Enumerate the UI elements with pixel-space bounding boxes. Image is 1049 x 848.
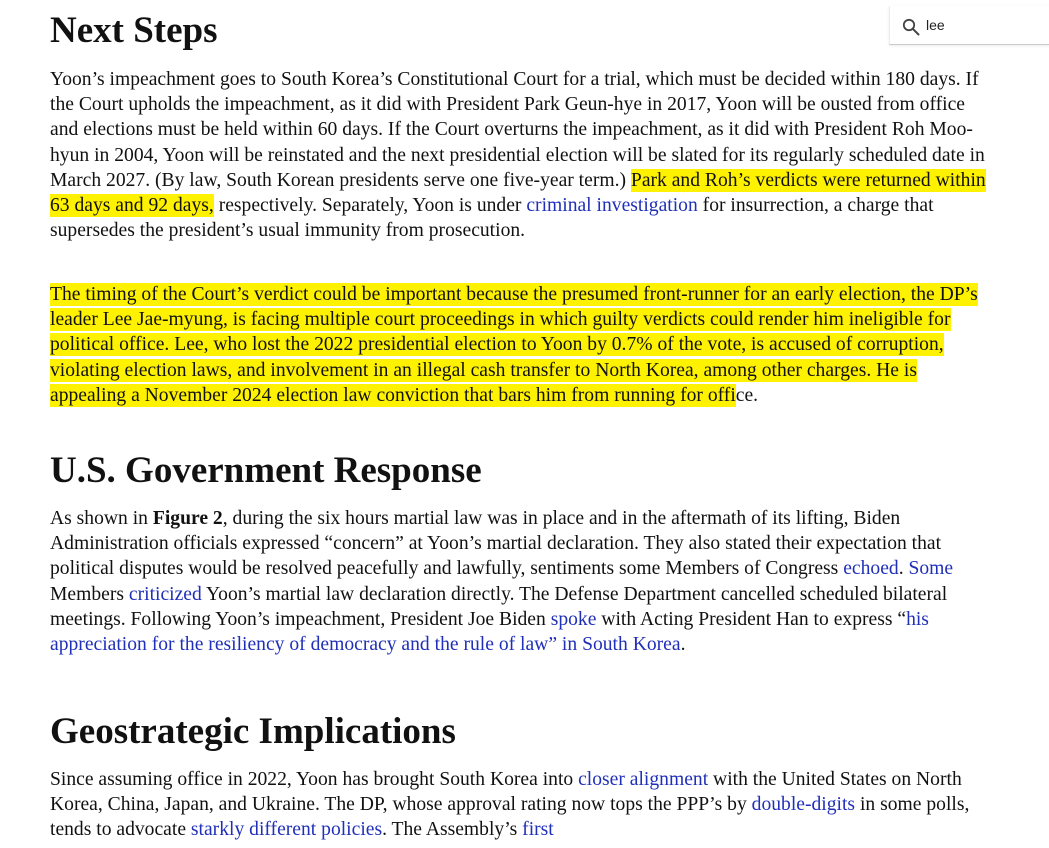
text-span: .	[898, 558, 909, 580]
figure-reference: Figure 2	[152, 508, 223, 529]
text-span: Members	[50, 583, 129, 605]
paragraph-next-steps-2	[50, 282, 995, 408]
find-in-page-box	[889, 6, 1049, 45]
highlighted-text: Park and Roh’s verdicts were returned within 63 days and 92 days,	[50, 169, 986, 217]
link-appreciation-quote[interactable]: his appreciation for the resiliency of democracy and the rule of law” in South Korea	[50, 608, 929, 656]
text-span: .	[680, 634, 686, 656]
heading-geostrategic-implications: Geostrategic Implications	[50, 711, 456, 752]
text-span: in some polls, tends to advocate	[50, 794, 970, 841]
link-double-digits[interactable]: double-digits	[751, 794, 856, 816]
text-span: ce.	[735, 384, 759, 406]
text-span: . The Assembly’s	[382, 819, 523, 841]
text-span: with Acting President Han to express “	[596, 608, 907, 630]
highlighted-text: The timing of the Court’s verdict could be important because the presumed front-runner for an early election, the DP’s leader Lee Jae-myung, is facing multiple court proceedings in which guilty verdicts could render him ineligible for political office. Lee, who lost the 2022 presidential election to Yoon by 0.7% of the vote, is accused of corruption, violating election laws, and involvement in an illegal cash transfer to North Korea, among other charges. He is appealing a November 2024 election law conviction that bars him from running for offi	[50, 284, 978, 406]
text-span: respectively. Separately, Yoon is under	[213, 195, 527, 217]
paragraph-geostrategic	[50, 767, 995, 843]
heading-next-steps: Next Steps	[50, 10, 218, 51]
paragraph-us-response	[50, 506, 995, 657]
link-starkly-different-policies[interactable]: starkly different policies	[190, 819, 383, 841]
text-span: with the United States on North Korea, China, Japan, and Ukraine. The DP, whose approval rating now tops the PPP’s by	[50, 769, 962, 816]
paragraph-next-steps-1	[50, 67, 995, 243]
search-input[interactable]	[926, 15, 1044, 35]
text-span: for insurrection, a charge that supersedes the president’s usual immunity from prosecution.	[50, 195, 934, 242]
link-criminal-investigation[interactable]: criminal investigation	[526, 195, 698, 217]
link-closer-alignment[interactable]: closer alignment	[578, 769, 709, 790]
link-some[interactable]: Some	[908, 558, 954, 580]
heading-us-government-response: U.S. Government Response	[50, 450, 482, 491]
link-spoke[interactable]: spoke	[550, 608, 597, 630]
text-span: , during the six hours martial law was in place and in the aftermath of its lifting, Biden Administration officials expressed “concern” at Yoon’s martial declaration. They also stated their expectation that political disputes would be resolved peacefully and lawfully, sentiments some Members of Congress	[50, 508, 942, 580]
link-first[interactable]: first	[522, 819, 554, 841]
search-icon	[902, 18, 920, 36]
text-span: Since assuming office in 2022, Yoon has brought South Korea into	[50, 769, 579, 790]
text-span: Yoon’s martial law declaration directly. The Defense Department cancelled scheduled bilateral meetings. Following Yoon’s impeachment, President Joe Biden	[50, 583, 948, 630]
text-span: As shown in	[50, 508, 153, 529]
link-criticized[interactable]: criticized	[128, 583, 202, 605]
link-echoed[interactable]: echoed	[843, 558, 899, 580]
text-span: Yoon’s impeachment goes to South Korea’s Constitutional Court for a trial, which must be decided within 180 days. If the Court upholds the impeachment, as it did with President Park Geun-hye in 2017, Yoon will be ousted from office and elections must be held within 60 days. If the Court overturns the impeachment, as it did with President Roh Moo-hyun in 2004, Yoon will be reinstated and the next presidential election will be slated for its regularly scheduled date in March 2027. (By law, South Korean presidents serve one five-year term.)	[50, 69, 985, 191]
